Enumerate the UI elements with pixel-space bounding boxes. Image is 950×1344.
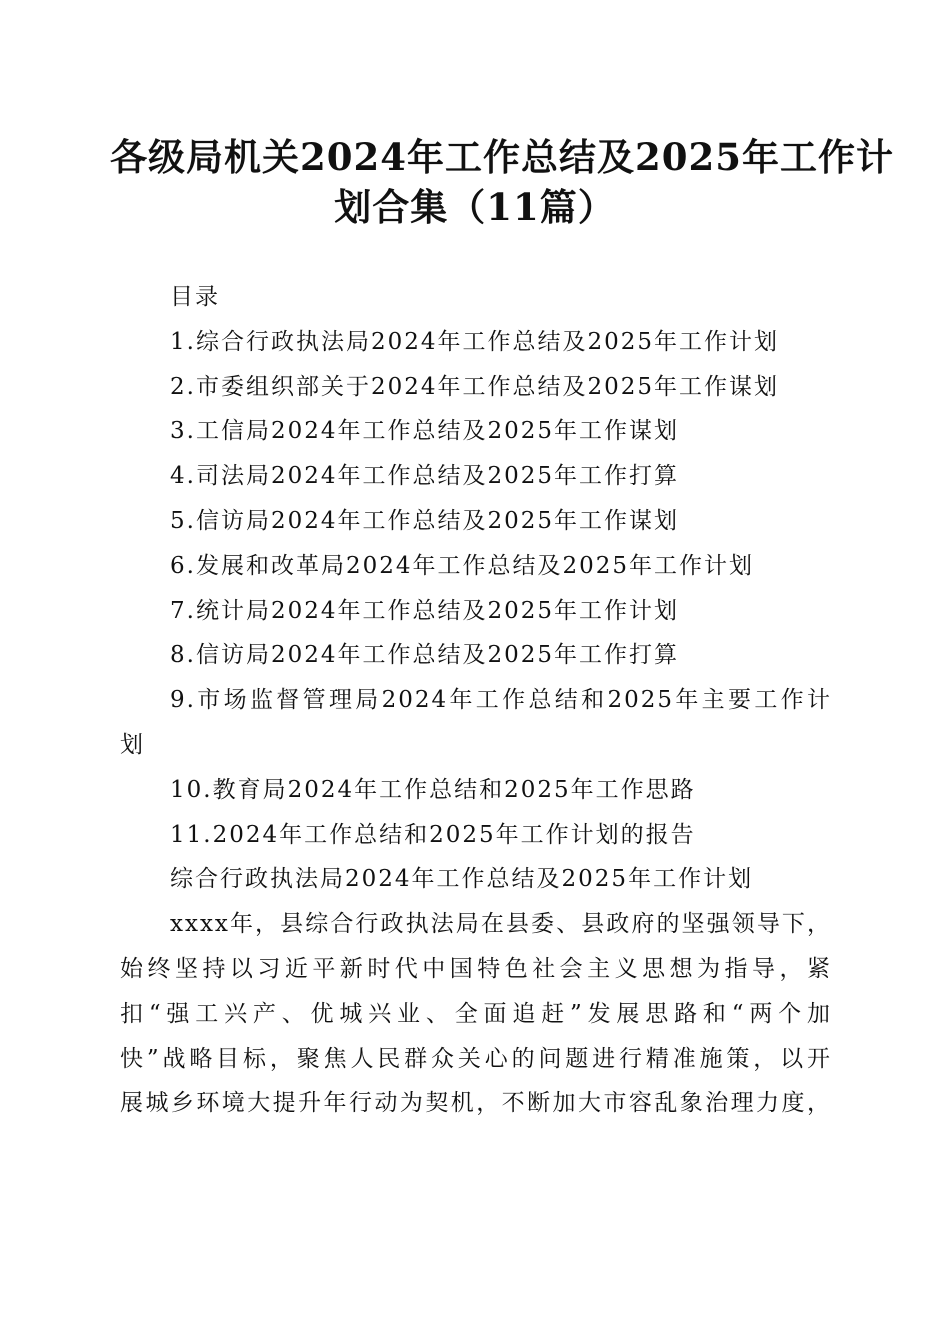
toc-item-9-continuation: 划: [120, 731, 145, 758]
toc-item-11: 11.2024年工作总结和2025年工作计划的报告: [170, 821, 696, 848]
toc-item-3: 3.工信局2024年工作总结及2025年工作谋划: [170, 418, 680, 445]
paragraph-line-2: 始终坚持以习近平新时代中国特色社会主义思想为指导，紧: [120, 955, 832, 982]
toc-item-5: 5.信访局2024年工作总结及2025年工作谋划: [170, 507, 680, 534]
paragraph-line-4: 快”战略目标，聚焦人民群众关心的问题进行精准施策，以开: [120, 1045, 832, 1072]
document-title-line-2: 划合集（11篇）: [334, 185, 616, 229]
paragraph-line-5: 展城乡环境大提升年行动为契机，不断加大市容乱象治理力度，: [120, 1090, 832, 1117]
toc-item-2: 2.市委组织部关于2024年工作总结及2025年工作谋划: [170, 373, 780, 400]
toc-item-8: 8.信访局2024年工作总结及2025年工作打算: [170, 642, 680, 669]
toc-item-6: 6.发展和改革局2024年工作总结及2025年工作计划: [170, 552, 755, 579]
toc-item-1: 1.综合行政执法局2024年工作总结及2025年工作计划: [170, 328, 780, 355]
toc-item-9: 9.市场监督管理局2024年工作总结和2025年主要工作计: [170, 687, 832, 714]
table-of-contents: [120, 320, 832, 858]
toc-heading: 目录: [170, 284, 220, 310]
body-paragraph: [120, 902, 832, 1126]
document-title-line-1: 各级局机关2024年工作总结及2025年工作计: [110, 135, 894, 179]
toc-item-10: 10.教育局2024年工作总结和2025年工作思路: [170, 776, 696, 803]
document-body: [120, 275, 832, 1126]
paragraph-line-3: 扣“强工兴产、优城兴业、全面追赶”发展思路和“两个加: [120, 1000, 832, 1027]
section-heading: 综合行政执法局2024年工作总结及2025年工作计划: [170, 866, 754, 893]
paragraph-line-1: xxxx年，县综合行政执法局在县委、县政府的坚强领导下，: [170, 911, 832, 938]
toc-item-4: 4.司法局2024年工作总结及2025年工作打算: [170, 463, 680, 490]
document-title: [110, 132, 894, 232]
toc-item-7: 7.统计局2024年工作总结及2025年工作计划: [170, 597, 680, 624]
